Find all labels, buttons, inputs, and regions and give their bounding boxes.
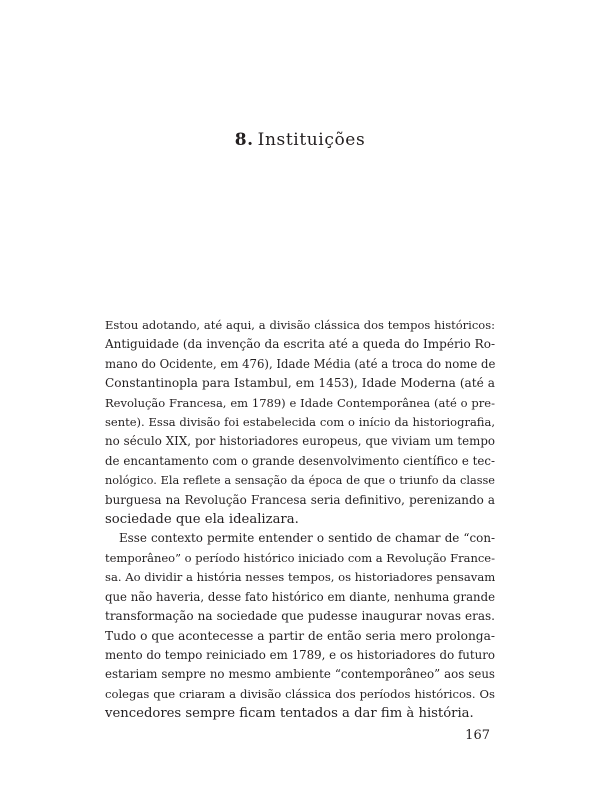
text-line: Tudo o que acontecesse a partir de então seria mero prolonga- xyxy=(105,628,495,643)
text-line: Revolução Francesa, em 1789) e Idade Contemporânea (até o pre- xyxy=(105,395,495,410)
paragraph xyxy=(105,529,495,723)
text-line: sociedade que ela idealizara. xyxy=(105,512,299,528)
text-line: Constantinopla para Istambul, em 1453), Idade Moderna (até a xyxy=(105,376,495,391)
text-line: temporâneo” o período histórico iniciado com a Revolução France- xyxy=(105,550,495,565)
chapter-heading xyxy=(0,128,600,152)
body-text xyxy=(105,316,495,724)
paragraph xyxy=(105,316,495,529)
text-line: transformação na sociedade que pudesse inaugurar novas eras. xyxy=(105,609,495,624)
page-number: 167 xyxy=(465,728,490,743)
text-line: colegas que criaram a divisão clássica dos períodos históricos. Os xyxy=(105,686,495,701)
text-line: que não haveria, desse fato histórico em diante, nenhuma grande xyxy=(105,589,495,604)
text-line: vencedores sempre ficam tentados a dar fim à história. xyxy=(105,706,474,722)
text-line: nológico. Ela reflete a sensação da época de que o triunfo da classe xyxy=(105,474,495,488)
text-line: estariam sempre no mesmo ambiente “contemporâneo” aos seus xyxy=(105,667,495,682)
text-line: mento do tempo reiniciado em 1789, e os historiadores do futuro xyxy=(105,647,495,662)
text-line: no século XIX, por historiadores europeus, que viviam um tempo xyxy=(105,434,495,449)
text-line: Estou adotando, até aqui, a divisão clássica dos tempos históricos: xyxy=(105,318,495,332)
text-line: sente). Essa divisão foi estabelecida com o início da historiografia, xyxy=(105,415,495,430)
text-line: sa. Ao dividir a história nesses tempos, os historiadores pensavam xyxy=(105,570,496,585)
chapter-title: Instituições xyxy=(257,130,366,150)
text-line: Esse contexto permite entender o sentido de chamar de “con- xyxy=(119,531,495,546)
text-line: Antiguidade (da invenção da escrita até a queda do Império Ro- xyxy=(105,337,495,352)
chapter-number: 8. xyxy=(234,130,254,150)
text-line: de encantamento com o grande desenvolvimento científico e tec- xyxy=(105,453,495,468)
text-line: burguesa na Revolução Francesa seria definitivo, perenizando a xyxy=(105,492,495,507)
text-line: mano do Ocidente, em 476), Idade Média (até a troca do nome de xyxy=(105,356,496,371)
